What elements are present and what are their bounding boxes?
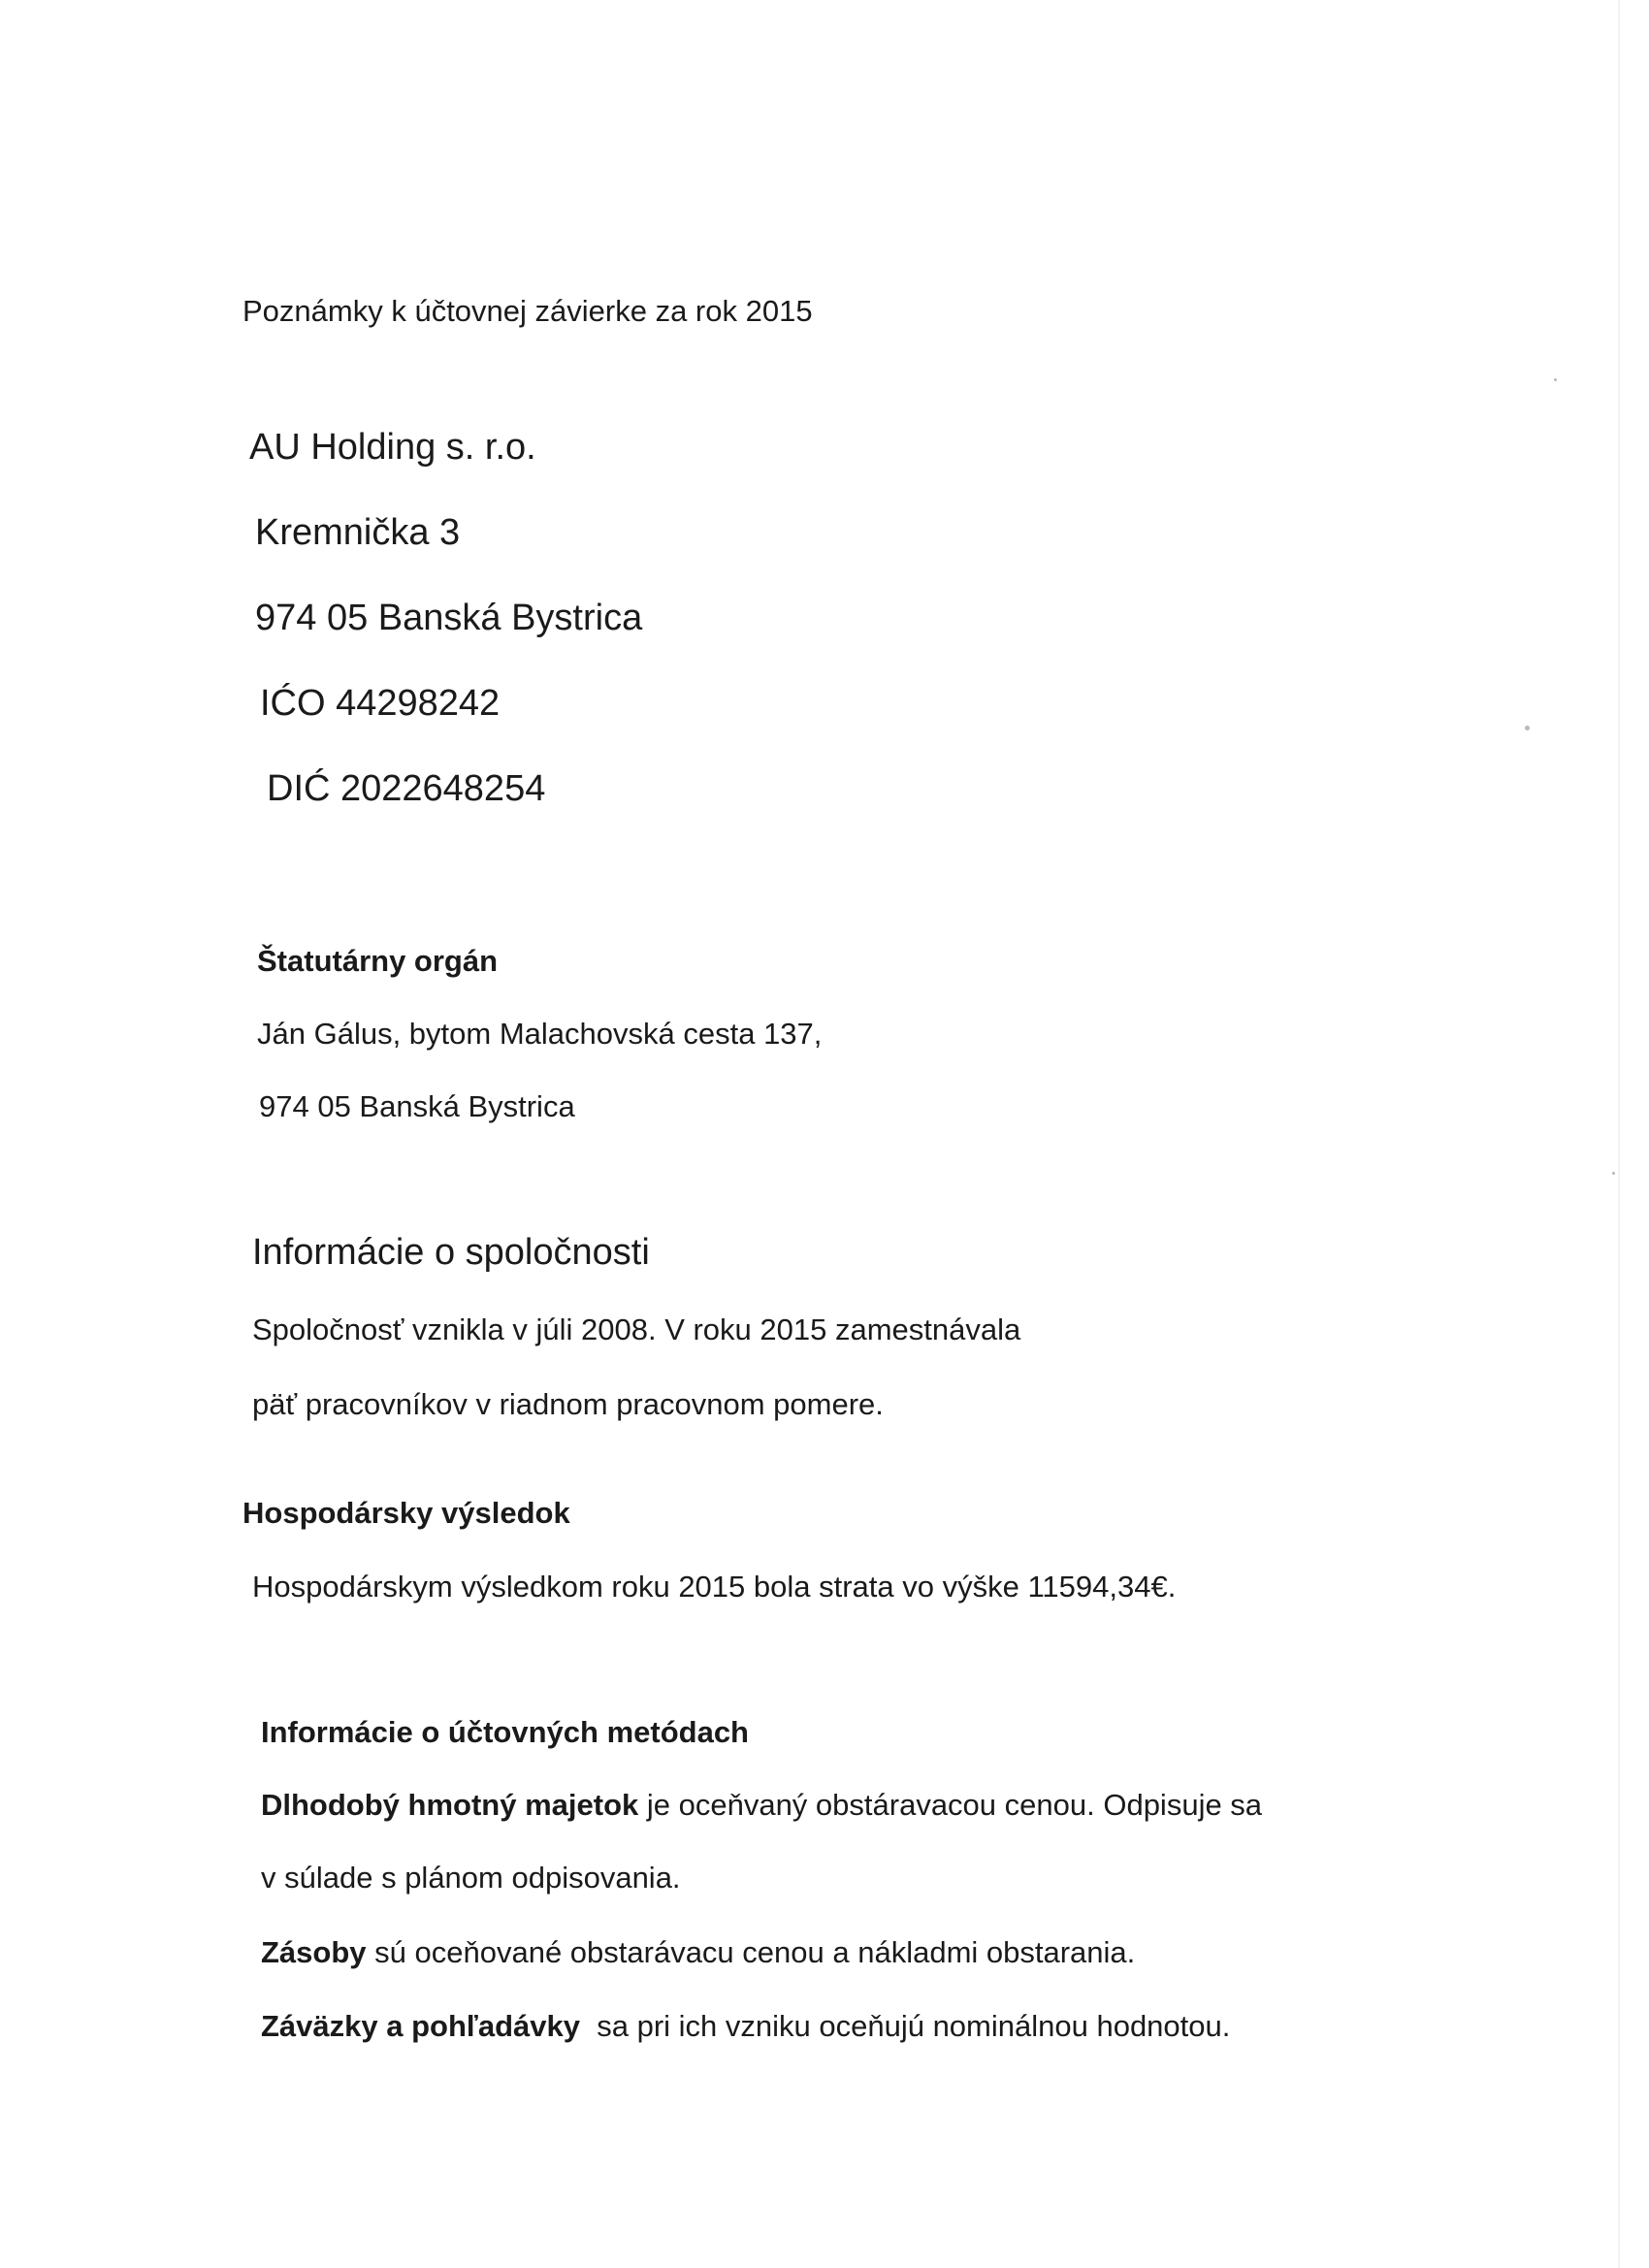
company-name: AU Holding s. r.o. [249, 427, 536, 468]
methods-liabilities-term: Záväzky a pohľadávky [261, 2009, 580, 2043]
scan-speck [1554, 378, 1557, 381]
methods-stock-line [261, 1937, 1135, 1967]
statutory-heading: Štatutárny orgán [257, 944, 499, 978]
methods-assets-line-2: v súlade s plánom odpisovania. [261, 1861, 681, 1895]
statutory-line-2: 974 05 Banská Bystrica [259, 1089, 575, 1123]
methods-assets-term: Dlhodobý hmotný majetok [261, 1788, 639, 1822]
result-line-1: Hospodárskym výsledkom roku 2015 bola strata vo výške 11594,34€. [252, 1570, 1177, 1604]
document-title: Poznámky k účtovnej závierke za rok 2015 [242, 294, 813, 328]
scan-speck [1612, 1172, 1615, 1175]
company-city: 974 05 Banská Bystrica [255, 598, 643, 638]
company-info-line-1: Spoločnosť vznikla v júli 2008. V roku 2015 zamestnávala [252, 1312, 1021, 1346]
company-street: Kremnička 3 [255, 512, 461, 553]
company-info-heading: Informácie o spoločnosti [252, 1232, 650, 1273]
methods-stock-text: sú oceňované obstarávacu cenou a nákladmi obstarania. [366, 1935, 1136, 1969]
scan-speck [1525, 726, 1530, 730]
methods-liabilities-text: sa pri ich vzniku oceňujú nominálnou hodnotou. [580, 2009, 1231, 2043]
company-info-line-2: päť pracovníkov v riadnom pracovnom pomere. [252, 1387, 884, 1421]
statutory-line-1: Ján Gálus, bytom Malachovská cesta 137, [257, 1017, 823, 1051]
methods-stock-term: Zásoby [261, 1935, 367, 1969]
result-heading: Hospodársky výsledok [242, 1496, 570, 1530]
company-dic: DIĆ 2022648254 [267, 768, 546, 809]
scan-edge [1618, 0, 1620, 2268]
methods-assets-text: je oceňvaný obstáravacou cenou. Odpisuje sa [638, 1788, 1263, 1822]
methods-liabilities-line [261, 2011, 1230, 2041]
methods-assets-line-1 [261, 1790, 1262, 1820]
company-ico: IĆO 44298242 [260, 683, 501, 724]
methods-heading: Informácie o účtovných metódach [261, 1715, 749, 1749]
